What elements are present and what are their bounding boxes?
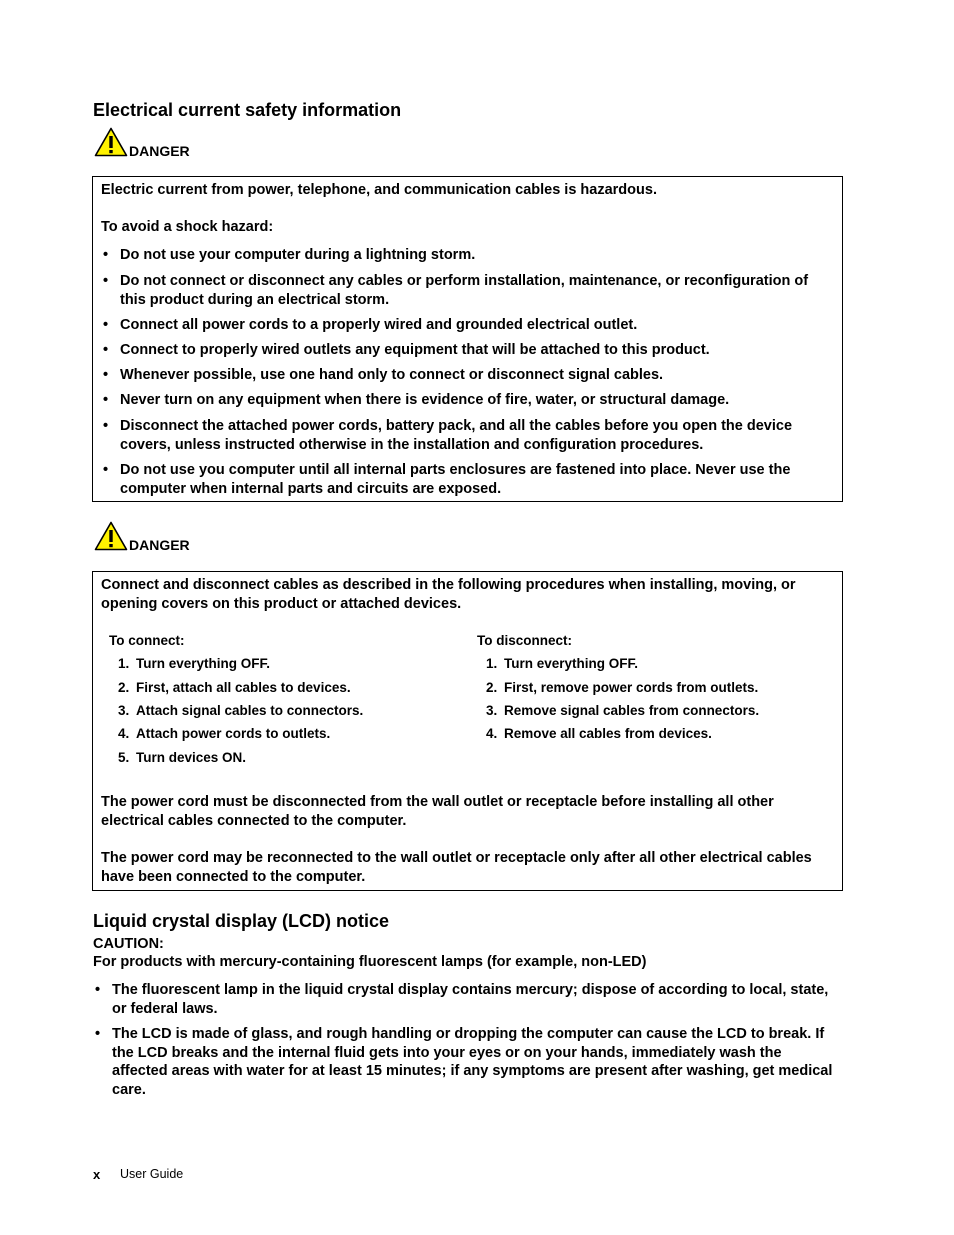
list-item: • Disconnect the attached power cords, battery pack, and all the cables before you open the device covers, unless instructed otherwise in the installation and configuration procedures. xyxy=(103,418,793,453)
power-cord-note: The power cord may be reconnected to the wall outlet or receptacle only after all other electrical cables have been connected to the computer. xyxy=(101,850,812,885)
disconnect-heading: To disconnect: xyxy=(477,633,573,648)
danger-box-intro: Connect and disconnect cables as described in the following procedures when installing, moving, or opening covers on this product or attached devices. xyxy=(101,577,796,612)
caution-subtitle: For products with mercury-containing fluorescent lamps (for example, non-LED) xyxy=(93,954,647,970)
footer-doc-title: User Guide xyxy=(120,1167,184,1181)
list-item: 3. Attach signal cables to connectors. xyxy=(118,703,364,718)
list-item: • Connect all power cords to a properly wired and grounded electrical outlet. xyxy=(103,317,638,333)
list-item: 1. Turn everything OFF. xyxy=(486,656,639,671)
danger-label: DANGER xyxy=(129,537,190,553)
list-item: • The fluorescent lamp in the liquid crystal display contains mercury; dispose of according to local, state, or federal laws. xyxy=(95,982,829,1017)
danger-box-intro: Electric current from power, telephone, and communication cables is hazardous. xyxy=(101,182,657,198)
danger-label: DANGER xyxy=(129,143,190,159)
list-item: • The LCD is made of glass, and rough handling or dropping the computer can cause the LCD to break. If the LCD breaks and the internal fluid gets into your eyes or on your hands, immediately wash the affected areas with water for at least 15 minutes; if any symptoms are present after washing, get medical care. xyxy=(95,1026,833,1098)
list-item: • Never turn on any equipment when there is evidence of fire, water, or structural damage. xyxy=(103,392,730,408)
power-cord-note: The power cord must be disconnected from the wall outlet or receptacle before installing all other electrical cables connected to the computer. xyxy=(101,794,774,829)
page-number: x xyxy=(93,1167,101,1182)
list-item: 2. First, attach all cables to devices. xyxy=(118,680,351,695)
section-title-lcd-notice: Liquid crystal display (LCD) notice xyxy=(93,911,390,931)
list-item: • Do not use your computer during a lightning storm. xyxy=(103,247,476,263)
list-item: 3. Remove signal cables from connectors. xyxy=(486,703,760,718)
section-title-electrical-safety: Electrical current safety information xyxy=(93,100,402,120)
caution-label: CAUTION: xyxy=(93,936,164,952)
lcd-notice-list xyxy=(85,0,845,1100)
list-item: 1. Turn everything OFF. xyxy=(118,656,271,671)
list-item: • Whenever possible, use one hand only to connect or disconnect signal cables. xyxy=(103,367,664,383)
danger-box-lead: To avoid a shock hazard: xyxy=(101,219,274,235)
list-item: • Connect to properly wired outlets any equipment that will be attached to this product. xyxy=(103,342,710,358)
list-item: 2. First, remove power cords from outlets. xyxy=(486,680,759,695)
list-item: • Do not use you computer until all internal parts enclosures are fastened into place. Never use the computer when internal parts and circuits are exposed. xyxy=(103,462,791,497)
connect-heading: To connect: xyxy=(109,633,185,648)
list-item: 4. Remove all cables from devices. xyxy=(486,726,712,741)
list-item: 4. Attach power cords to outlets. xyxy=(118,726,331,741)
list-item: • Do not connect or disconnect any cables or perform installation, maintenance, or reconfiguration of this product during an electrical storm. xyxy=(103,273,809,308)
list-item: 5. Turn devices ON. xyxy=(118,750,247,765)
